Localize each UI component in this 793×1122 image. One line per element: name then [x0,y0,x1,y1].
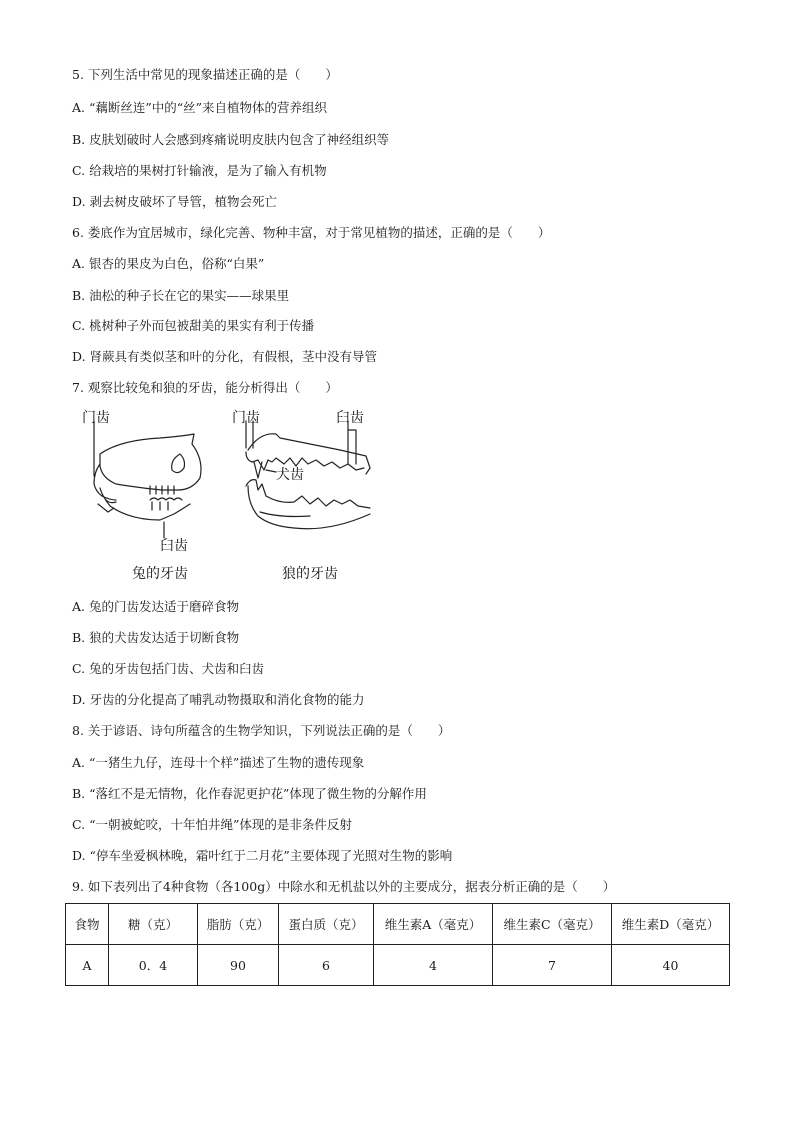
table-cell: 90 [198,945,279,986]
table-cell: 4 [374,945,493,986]
question-7-stem: 7. 观察比较兔和狼的牙齿，能分析得出（ ） [72,380,338,395]
table-header-cell: 食物 [66,904,109,945]
question-6-option-b: B. 油松的种子长在它的果实——球果里 [72,288,290,303]
question-7-option-a: A. 兔的门齿发达适于磨碎食物 [72,599,239,614]
teeth-drawing [80,404,400,586]
question-8-option-d: D. “停车坐爱枫林晚，霜叶红于二月花”主要体现了光照对生物的影响 [72,848,453,863]
question-6-stem: 6. 娄底作为宜居城市，绿化完善、物种丰富，对于常见植物的描述，正确的是（ ） [72,225,551,240]
question-6-option-a: A. 银杏的果皮为白色，俗称“白果” [72,256,265,271]
table-cell: A [66,945,109,986]
table-header-cell: 维生素C（毫克） [493,904,612,945]
wolf-molar-leader [348,421,356,464]
table-header-cell: 糖（克） [109,904,198,945]
table-header-row [66,904,730,945]
table-cell: 7 [493,945,612,986]
rabbit-incisor-label: 门齿 [82,410,110,426]
wolf-incisor-label: 门齿 [232,410,260,426]
question-7-option-d: D. 牙齿的分化提高了哺乳动物摄取和消化食物的能力 [72,692,365,707]
table-header-cell: 维生素D（毫克） [612,904,730,945]
question-7-option-b: B. 狼的犬齿发达适于切断食物 [72,630,240,645]
wolf-caption: 狼的牙齿 [282,566,338,582]
question-8-option-b: B. “落红不是无情物，化作春泥更护花”体现了微生物的分解作用 [72,786,427,801]
question-6-option-c: C. 桃树种子外而包被甜美的果实有利于传播 [72,318,315,333]
question-5-stem: 5. 下列生活中常见的现象描述正确的是（ ） [72,67,338,82]
wolf-molar-label: 臼齿 [336,410,364,426]
wolf-jaw-drawing [246,434,370,529]
question-7-option-c: C. 兔的牙齿包括门齿、犬齿和臼齿 [72,661,265,676]
rabbit-molar-label: 臼齿 [160,538,188,554]
question-8-option-a: A. “一猪生九仔，连母十个样”描述了生物的遗传现象 [72,755,365,770]
question-5-option-a: A. “藕断丝连”中的“丝”来自植物体的营养组织 [72,100,328,115]
question-6-option-d: D. 肾蕨具有类似茎和叶的分化，有假根，茎中没有导管 [72,349,378,364]
wolf-canine-label: 犬齿 [276,467,304,483]
rabbit-skull-drawing [94,434,201,520]
food-nutrition-table [65,903,730,986]
teeth-figure [80,404,400,586]
question-5-option-d: D. 剥去树皮破坏了导管，植物会死亡 [72,194,278,209]
question-8-option-c: C. “一朝被蛇咬，十年怕井绳”体现的是非条件反射 [72,817,352,832]
table-header-cell: 蛋白质（克） [279,904,374,945]
table-header-cell: 脂肪（克） [198,904,279,945]
question-8-stem: 8. 关于谚语、诗句所蕴含的生物学知识，下列说法正确的是（ ） [72,723,451,738]
table-cell: 40 [612,945,730,986]
wolf-canine-leader [266,470,276,472]
table-cell: 6 [279,945,374,986]
question-9-stem: 9. 如下表列出了4种食物（各100g）中除水和无机盐以外的主要成分，据表分析正确的是（ ） [72,879,616,894]
rabbit-caption: 兔的牙齿 [132,566,188,582]
table-cell: 0．4 [109,945,198,986]
question-5-option-b: B. 皮肤划破时人会感到疼痛说明皮肤内包含了神经组织等 [72,132,390,147]
table-header-cell: 维生素A（毫克） [374,904,493,945]
question-5-option-c: C. 给栽培的果树打针输液，是为了输入有机物 [72,163,327,178]
table-row [66,945,730,986]
